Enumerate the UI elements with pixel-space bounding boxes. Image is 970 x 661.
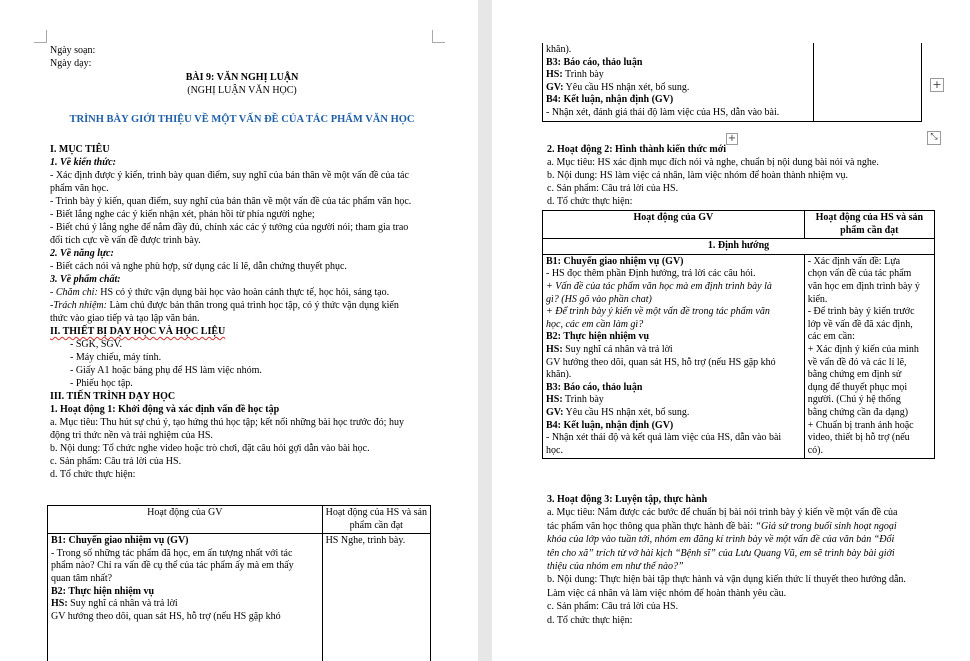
gv-cell-line: GV hướng theo dõi, quan sát HS, hỗ trợ (nếu HS gặp khó [51, 610, 281, 622]
gv-cell-cont-line: khăn). [546, 44, 572, 55]
date-drafted: Ngày soạn: [50, 45, 96, 56]
body-line: thức vào giao tiếp và tạo lập văn bản. [50, 313, 200, 324]
act3-line: d. Tổ chức thực hiện: [547, 614, 633, 626]
body-line: - Giấy A1 hoặc bảng phụ để HS làm việc nhóm. [70, 365, 262, 376]
hs2-cell-line: - Để trình bày ý kiến trước [807, 306, 915, 318]
body-line: b. Nội dung: Tổ chức nghe video hoặc trò chơi, đặt câu hỏi gợi dẫn vào bài học. [50, 443, 370, 454]
gv-cell-line: phẩm nào? Chỉ ra vấn đề cụ thể của tác phẩm ấy mà em thấy [51, 560, 294, 572]
act3-line: c. Sản phẩm: Câu trả lời của HS. [547, 601, 679, 613]
gv-activity-cell [48, 534, 323, 661]
gv2-cell-line: GV hướng theo dõi, quan sát HS, hỗ trợ (nếu HS gặp khó [546, 356, 776, 368]
body-line: - Trình bày ý kiến, quan điểm, suy nghĩ của bản thân về một vấn đề của tác phẩm văn học. [50, 196, 412, 207]
gv2-cell-line: B3: Báo cáo, thảo luận [546, 381, 643, 393]
gv2-cell-line: học, các em cần làm gì? [546, 318, 644, 330]
body-line: - Biết chú ý lắng nghe để nắm đầy đủ, chính xác các ý tưởng của người nói; tham gia trao [50, 222, 409, 233]
document-page-2 [492, 0, 970, 661]
gv-cell-cont-line: HS: Trình bày [546, 69, 604, 81]
gv2-cell-line: B2: Thực hiện nhiệm vụ [546, 331, 650, 343]
document-page-1 [0, 0, 478, 661]
gv-cell-line: HS: Suy nghĩ cá nhân và trả lời [51, 598, 178, 610]
section-orientation: 1. Định hướng [543, 239, 935, 255]
body-line: 3. Về phẩm chất: [50, 274, 121, 285]
body-line: II. THIẾT BỊ DẠY HỌC VÀ HỌC LIỆU [50, 326, 226, 337]
margin-corner-tr [432, 30, 445, 43]
margin-corner-tl [34, 30, 47, 43]
gv2-cell-line: học. [546, 444, 563, 456]
hs2-cell-line: về vấn đề đó và các lí lẽ, [807, 356, 907, 368]
lesson-title: BÀI 9: VĂN NGHỊ LUẬN [185, 72, 299, 83]
hs2-cell-line: các em cần: [807, 331, 855, 343]
act3-line: Làm việc cá nhân và làm việc nhóm để hoàn thành yêu cầu. [547, 587, 787, 599]
body-line: - Biết lắng nghe các ý kiến nhận xét, phản hồi từ phía người nghe; [50, 209, 315, 220]
act3-line: thiệu của nhóm em như thế nào?” [547, 561, 684, 572]
gv2-cell-line: + Vấn đề của tác phẩm văn học mà em định trình bày là [546, 280, 772, 292]
expand-icon[interactable]: + [930, 78, 944, 92]
gv2-cell-line: HS: Suy nghĩ cá nhân và trả lời [546, 343, 673, 355]
page-gap [478, 0, 492, 661]
gv2-cell-line: gì? (HS gõ vào phần chat) [546, 293, 652, 305]
gv-cell-line: quan tâm nhất? [51, 572, 113, 584]
act2-line: d. Tổ chức thực hiện: [547, 196, 633, 207]
gv-cell-line: B1: Chuyển giao nhiệm vụ (GV) [51, 535, 189, 547]
gv-cell-cont-line: - Nhận xét, đánh giá thái độ làm việc của HS, dẫn vào bài. [546, 106, 780, 118]
hs2-cell-line: video, thiết bị hỗ trợ (nếu [807, 432, 910, 444]
act2-line: a. Mục tiêu: HS xác định mục đích nói và nghe, chuẩn bị nội dung bài nói và nghe. [547, 157, 879, 168]
hs2-cell-line: văn học em định trình bày ý [807, 280, 920, 292]
act2-line: c. Sản phẩm: Câu trả lời của HS. [547, 183, 679, 194]
activity-1-table-continued [542, 43, 922, 122]
body-line: c. Sản phẩm: Câu trả lời của HS. [50, 456, 182, 467]
hs2-cell-line: bằng chứng cần đa dạng) [807, 406, 909, 418]
act3-line: 3. Hoạt động 3: Luyện tập, thực hành [547, 494, 708, 505]
gv-cell-cont-line: B3: Báo cáo, thảo luận [546, 56, 643, 68]
gv-orientation-cell [543, 254, 805, 459]
gv-cell-line: B2: Thực hiện nhiệm vụ [51, 585, 155, 597]
body-line: - Chăm chỉ: HS có ý thức vận dụng bài học vào hoàn cảnh thực tế, học hỏi, sáng tạo. [50, 287, 390, 298]
body-line: a. Mục tiêu: Thu hút sự chú ý, tạo hứng thú học tập; kết nối những bài học trước đó; huy [50, 417, 404, 428]
gv-cell-cont-line: GV: Yêu cầu HS nhận xét, bổ sung. [546, 81, 690, 93]
hs2-cell-line: người. (Chú ý hệ thống [807, 394, 901, 406]
hs2-cell-line: lớp về vấn đề đã xác định, [807, 318, 913, 330]
hs2-cell-line: + Xác định ý kiến của mình [807, 343, 919, 355]
add-row-button[interactable]: + [727, 133, 737, 144]
body-line: - Máy chiếu, máy tính. [70, 352, 162, 363]
gv2-cell-line: - Nhận xét thái độ và kết quả làm việc của HS, dẫn vào bài [546, 432, 782, 444]
hs2-cell-line: + Chuẩn bị tranh ảnh hoặc [807, 419, 914, 431]
gv-activity-cell-continued [543, 43, 814, 121]
activity-2-table [542, 210, 935, 459]
gv2-cell-line: HS: Trình bày [546, 394, 604, 406]
gv2-cell-line: - HS đọc thêm phần Định hướng, trả lời các câu hỏi. [546, 268, 756, 280]
table2-header-hs: Hoạt động của HS và sản phẩm cần đạt [804, 211, 934, 239]
act2-line: 2. Hoạt động 2: Hình thành kiến thức mới [547, 144, 727, 155]
act3-line: tên cho xã” trích từ vở hài kịch “Bệnh sĩ” của Lưu Quang Vũ, em sẽ trình bày bài giới [547, 547, 895, 559]
body-line: động tri thức nền và trải nghiệm của HS. [50, 430, 213, 441]
act2-line: b. Nội dung: HS làm việc cá nhân, làm việc nhóm để hoàn thành nhiệm vụ. [547, 170, 849, 181]
hs-activity-cell: HS Nghe, trình bày. [322, 534, 430, 661]
gv2-cell-line: B4: Kết luận, nhận định (GV) [546, 419, 674, 431]
gv-cell-line: - Trong số những tác phẩm đã học, em ấn tượng nhất với tác [51, 547, 293, 559]
hs2-cell-line: dụng để thuyết phục mọi [807, 381, 908, 393]
gv2-cell-line: GV: Yêu cầu HS nhận xét, bổ sung. [546, 406, 690, 418]
body-line: 1. Về kiến thức: [50, 157, 116, 168]
hs2-cell-line: chọn vấn đề của tác phẩm [807, 268, 912, 280]
hs-orientation-cell [804, 254, 934, 459]
hs2-cell-line: - Xác định vấn đề: Lựa [807, 255, 901, 267]
body-line: -Trách nhiệm: Làm chủ được bản thân trong quá trình học tập, có ý thức vận dụng kiến [50, 300, 399, 311]
body-line: - SGK, SGV. [70, 339, 123, 350]
body-line: III. TIẾN TRÌNH DẠY HỌC [50, 391, 176, 402]
table2-header-gv: Hoạt động của GV [543, 211, 805, 239]
act3-line: a. Mục tiêu: Nắm được các bước để chuẩn bị bài nói trình bày ý kiến về một vấn đề của [547, 507, 898, 519]
table-header-hs: Hoạt động của HS và sản phẩm cần đạt [322, 506, 430, 534]
body-line: 1. Hoạt động 1: Khởi động và xác định vấn đề học tập [50, 404, 280, 415]
body-line: 2. Về năng lực: [50, 248, 114, 259]
body-line: - Xác định được ý kiến, trình bày quan điểm, suy nghĩ của bản thân về một vấn đề của tác [50, 170, 409, 181]
hs2-cell-line: bằng chứng em định sử [807, 369, 902, 381]
body-line: d. Tổ chức thực hiện: [50, 469, 136, 480]
body-line: đổi tích cực về vấn đề được trình bày. [50, 235, 201, 246]
gv2-cell-line: + Để trình bày ý kiến về một vấn đề trong tác phẩm văn [546, 306, 770, 318]
table-header-gv: Hoạt động của GV [48, 506, 323, 534]
act3-line: khóa của lớp vào tuần tới, nhóm em đăng kí trình bày về một vấn đề của văn bản “Đổi [547, 534, 895, 546]
gv-cell-cont-line: B4: Kết luận, nhận định (GV) [546, 94, 674, 106]
body-line: I. MỤC TIÊU [50, 144, 110, 155]
body-line: - Biết cách nói và nghe phù hợp, sử dụng các lí lẽ, dẫn chứng thuyết phục. [50, 261, 347, 272]
gv2-cell-line: khăn). [546, 369, 572, 381]
hs2-cell-line: có). [807, 444, 823, 456]
act3-line: tác phẩm văn học thông qua phần thực hành đề bài: “Giả sử trong buổi sinh hoạt ngoại [547, 520, 897, 532]
resize-icon[interactable]: ⤡ [927, 131, 941, 145]
hs2-cell-line: kiến. [807, 293, 828, 305]
act3-line: b. Nội dung: Thực hiện bài tập thực hành và vận dụng kiến thức lí thuyết theo hướng dẫn. [547, 574, 906, 586]
topic-title: TRÌNH BÀY GIỚI THIỆU VỀ MỘT VẤN ĐỀ CỦA TÁC PHẨM VĂN HỌC [69, 114, 415, 125]
lesson-subtitle: (NGHỊ LUẬN VĂN HỌC) [187, 85, 297, 96]
gv2-cell-line: B1: Chuyển giao nhiệm vụ (GV) [546, 255, 684, 267]
date-taught: Ngày dạy: [50, 58, 92, 69]
body-line: - Phiếu học tập. [70, 378, 133, 389]
hs-activity-cell-continued [814, 43, 922, 121]
body-line: phẩm văn học. [50, 183, 109, 194]
activity-1-table [47, 505, 431, 661]
